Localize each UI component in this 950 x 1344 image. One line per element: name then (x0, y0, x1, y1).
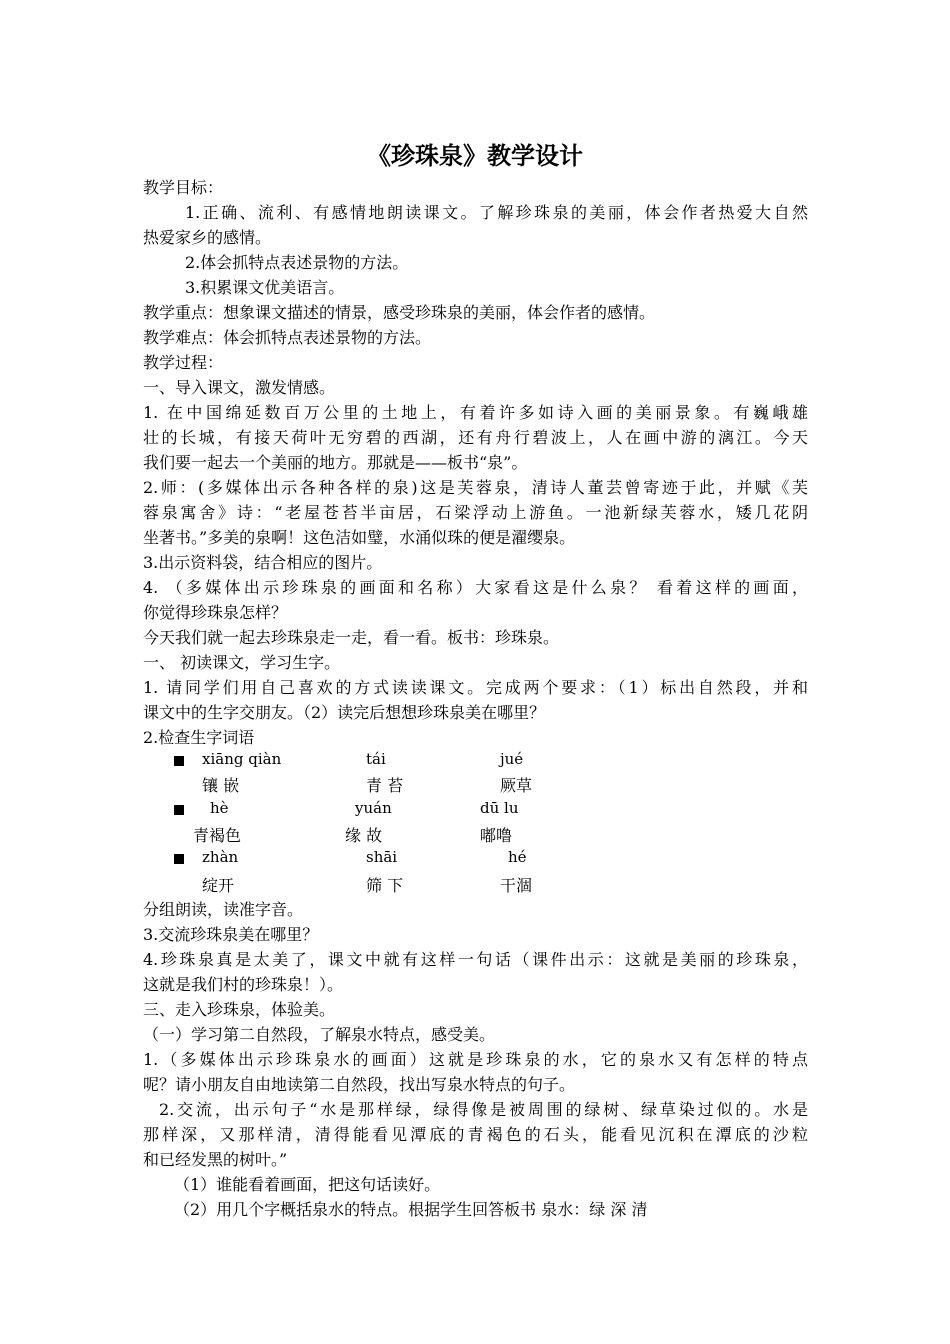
para-line: 2.交流，出示句子“水是那样绿，绿得像是被周围的绿树、绿草染过似的。水是 (159, 1100, 808, 1119)
section-3-heading: 三、走入珍珠泉，体验美。 (143, 1000, 336, 1019)
vocab-pinyin: hé (508, 848, 527, 866)
para-line: 和已经发黑的树叶。” (143, 1150, 288, 1169)
para-line: 课文中的生字交朋友。（2）读完后想想珍珠泉美在哪里？ (143, 703, 546, 722)
objective-3: 3.积累课文优美语言。 (185, 278, 345, 297)
vocab-word: 缘 故 (345, 826, 383, 845)
para-line: 那样深，又那样清，清得能看见潭底的青褐色的石头，能看见沉积在潭底的沙粒 (143, 1125, 808, 1144)
para-line: 3.交流珍珠泉美在哪里？ (143, 925, 319, 944)
process-heading: 教学过程： (143, 353, 224, 372)
vocab-pinyin: yuán (355, 799, 392, 817)
vocab-word: 嘟噜 (480, 826, 513, 845)
vocab-pinyin: zhàn (202, 848, 239, 866)
vocab-pinyin: xiāng qiàn (202, 750, 282, 768)
para-line: 你觉得珍珠泉怎样？ (143, 603, 288, 622)
vocab-pinyin: jué (500, 750, 524, 768)
para-line: 这就是我们村的珍珠泉！）。 (143, 975, 344, 994)
objective-1: 1.正确、流利、有感情地朗读课文。了解珍珠泉的美丽，体会作者热爱大自然 (185, 203, 808, 222)
para-line: （2）用几个字概括泉水的特点。根据学生回答板书 泉水：绿 深 清 (174, 1200, 648, 1219)
bullet-square-icon (174, 805, 184, 815)
para-line: 3.出示资料袋，结合相应的图片。 (143, 553, 383, 572)
para-line: 1. 请同学们用自己喜欢的方式读读课文。完成两个要求：（1）标出自然段，并和 (143, 678, 808, 697)
bullet-square-icon (174, 854, 184, 864)
para-line: 蓉泉寓舍》诗：“老屋苍苔半亩居，石梁浮动上游鱼。一池新绿芙蓉水，矮几花阴 (143, 503, 808, 522)
vocab-pinyin: dū lu (480, 799, 519, 817)
vocab-word: 厥草 (500, 776, 533, 795)
vocab-pinyin: tái (366, 750, 386, 768)
vocab-word: 青褐色 (193, 826, 242, 845)
para-line: 壮的长城，有接天荷叶无穷碧的西湖，还有舟行碧波上，人在画中游的漓江。今天 (143, 428, 808, 447)
bullet-square-icon (174, 756, 184, 766)
para-line: 分组朗读，读准字音。 (143, 900, 304, 919)
vocab-heading: 2.检查生字词语 (143, 728, 255, 747)
vocab-word: 绽开 (202, 876, 235, 895)
objective-1-cont: 热爱家乡的感情。 (143, 228, 272, 247)
vocab-word: 干涸 (500, 876, 533, 895)
difficult-points: 教学难点：体会抓特点表述景物的方法。 (143, 328, 432, 347)
vocab-word: 青 苔 (366, 776, 404, 795)
para-line: 我们要一起去一个美丽的地方。那就是——板书“泉”。 (143, 453, 528, 472)
objective-2: 2.体会抓特点表述景物的方法。 (185, 253, 409, 272)
vocab-word: 镶 嵌 (202, 776, 240, 795)
para-line: 今天我们就一起去珍珠泉走一走，看一看。板书：珍珠泉。 (143, 628, 560, 647)
para-line: 2.师：(多媒体出示各种各样的泉)这是芙蓉泉，清诗人董芸曾寄迹于此，并赋《芙 (143, 478, 808, 497)
para-line: 4. （多媒体出示珍珠泉的画面和名称）大家看这是什么泉？ 看着这样的画面， (143, 578, 808, 597)
vocab-pinyin: hè (210, 799, 229, 817)
objectives-heading: 教学目标： (143, 178, 224, 197)
para-line: 1. 在中国绵延数百万公里的土地上，有着许多如诗入画的美丽景象。有巍峨雄 (143, 403, 808, 422)
key-points: 教学重点：想象课文描述的情景，感受珍珠泉的美丽，体会作者的感情。 (143, 303, 656, 322)
section-1-heading: 一、导入课文，激发情感。 (143, 378, 336, 397)
para-line: 4.珍珠泉真是太美了，课文中就有这样一句话（课件出示：这就是美丽的珍珠泉， (143, 950, 808, 969)
para-line: 1.（多媒体出示珍珠泉水的画面）这就是珍珠泉的水，它的泉水又有怎样的特点 (143, 1050, 808, 1069)
section-2-heading: 一、 初读课文，学习生字。 (143, 653, 341, 672)
para-line: 呢？请小朋友自由地读第二自然段，找出写泉水特点的句子。 (143, 1075, 576, 1094)
para-line: 坐著书。”多美的泉啊！这色洁如璧，水涌似珠的便是濯缨泉。 (143, 528, 576, 547)
document-title: 《珍珠泉》教学设计 (367, 142, 583, 170)
subsection-heading: （一）学习第二自然段，了解泉水特点，感受美。 (143, 1025, 496, 1044)
para-line: （1）谁能看着画面，把这句话读好。 (174, 1175, 441, 1194)
vocab-pinyin: shāi (366, 848, 398, 866)
vocab-word: 筛 下 (366, 876, 404, 895)
